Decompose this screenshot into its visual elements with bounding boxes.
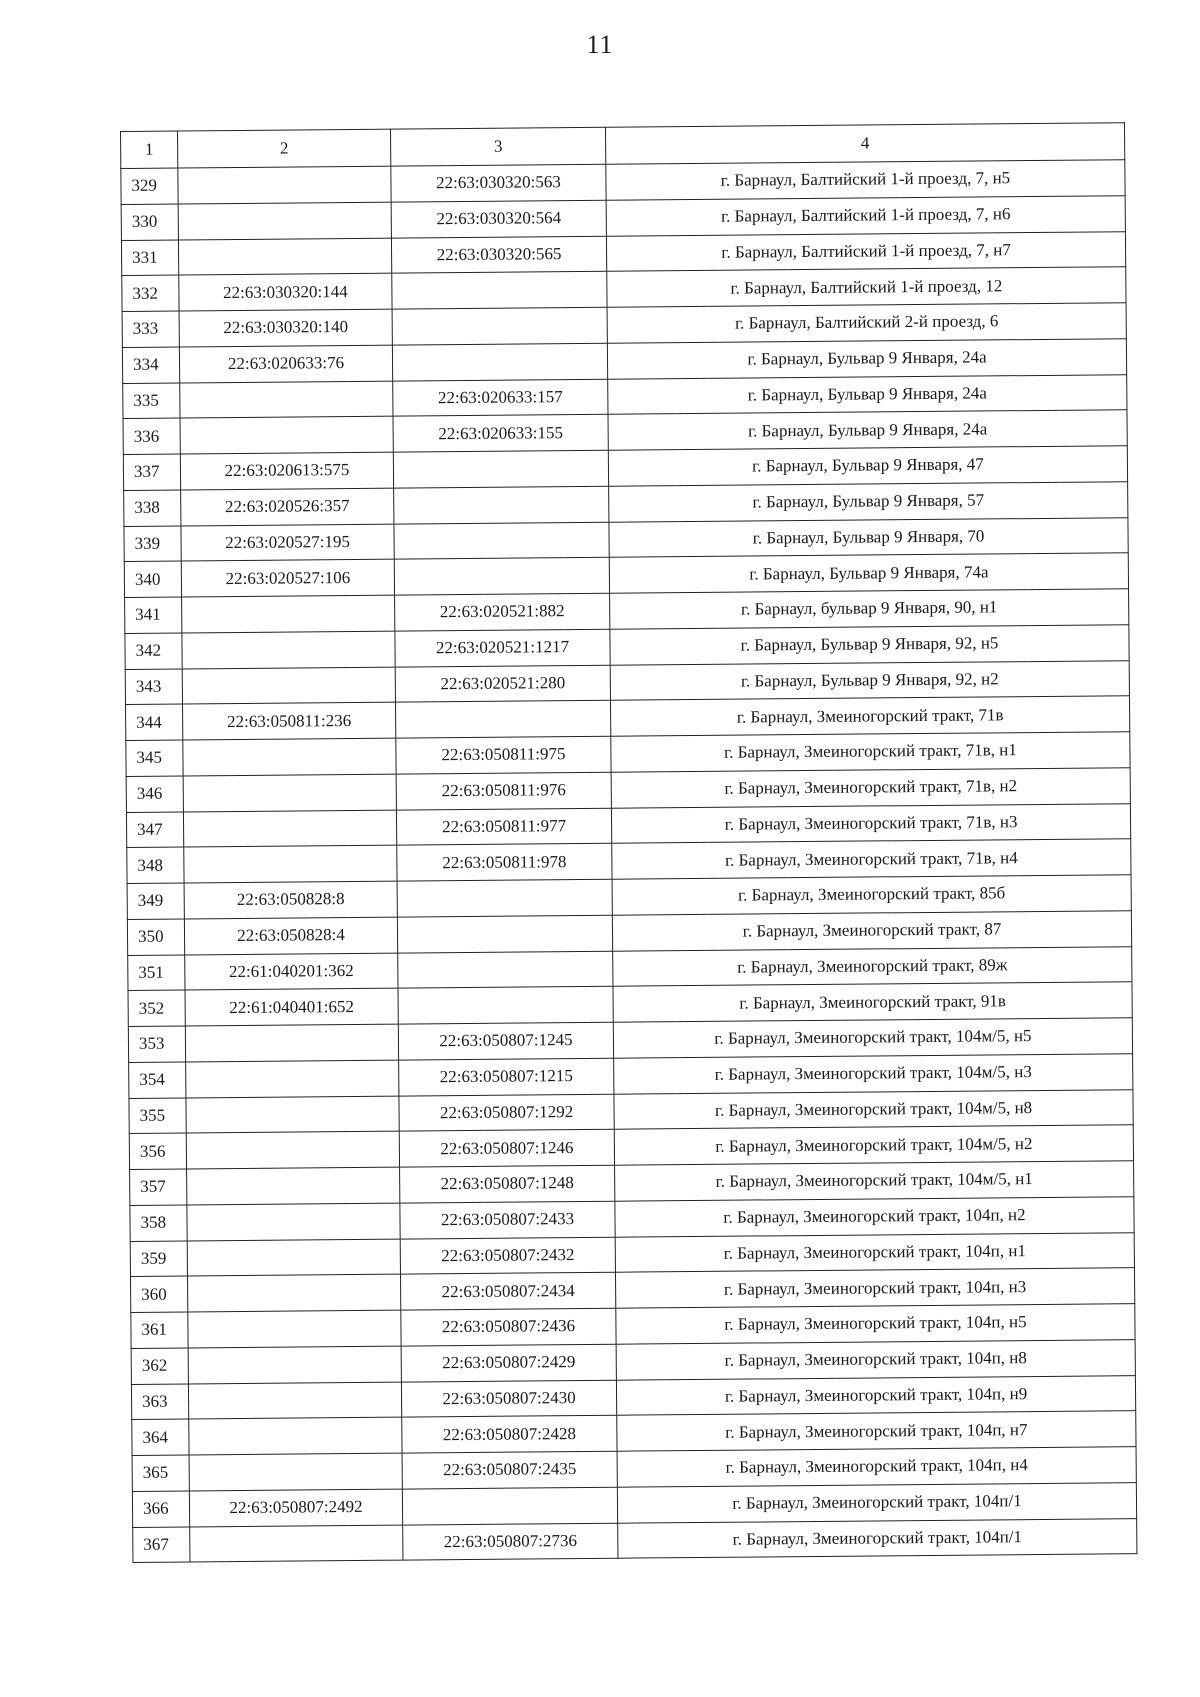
row-number: 334 <box>122 347 179 383</box>
land-cadastral-number: 22:61:040201:362 <box>185 953 398 991</box>
land-cadastral-number <box>182 595 395 633</box>
building-cadastral-number: 22:63:030320:564 <box>391 200 606 238</box>
address: г. Барнаул, Змеиногорский тракт, 71в, н3 <box>611 803 1130 843</box>
row-number: 333 <box>122 311 179 347</box>
land-cadastral-number <box>186 1131 399 1169</box>
building-cadastral-number: 22:63:050807:2428 <box>402 1415 617 1453</box>
building-cadastral-number: 22:63:050807:2736 <box>403 1523 618 1561</box>
building-cadastral-number: 22:63:050807:2436 <box>401 1308 616 1346</box>
row-number: 346 <box>126 776 183 812</box>
land-cadastral-number <box>184 845 397 883</box>
building-cadastral-number: 22:63:030320:563 <box>391 164 606 202</box>
address: г. Барнаул, Бульвар 9 Января, 57 <box>609 481 1128 521</box>
address: г. Барнаул, Змеиногорский тракт, 71в, н2 <box>611 767 1130 807</box>
row-number: 339 <box>124 525 181 561</box>
row-number: 357 <box>130 1169 187 1205</box>
column-header-2: 2 <box>178 129 391 168</box>
building-cadastral-number <box>398 986 613 1024</box>
building-cadastral-number <box>394 522 609 560</box>
building-cadastral-number <box>394 557 609 595</box>
building-cadastral-number <box>402 1487 617 1525</box>
address: г. Барнаул, Бульвар 9 Января, 24а <box>607 338 1126 378</box>
row-number: 363 <box>131 1383 188 1419</box>
column-header-1: 1 <box>121 131 178 168</box>
address: г. Барнаул, Змеиногорский тракт, 104п, н9 <box>616 1375 1135 1415</box>
building-cadastral-number <box>392 307 607 345</box>
building-cadastral-number: 22:63:050811:977 <box>396 808 611 846</box>
building-cadastral-number <box>392 343 607 381</box>
land-cadastral-number <box>183 738 396 776</box>
address: г. Барнаул, Змеиногорский тракт, 104п, н7 <box>617 1411 1136 1451</box>
land-cadastral-number <box>189 1453 402 1491</box>
address: г. Барнаул, Змеиногорский тракт, 104м/5, н8 <box>614 1089 1133 1129</box>
land-cadastral-number <box>183 774 396 812</box>
land-cadastral-number <box>178 166 391 204</box>
building-cadastral-number: 22:63:050807:1215 <box>399 1058 614 1096</box>
building-cadastral-number: 22:63:050811:978 <box>397 843 612 881</box>
address: г. Барнаул, Змеиногорский тракт, 104м/5, н1 <box>615 1161 1134 1201</box>
row-number: 347 <box>126 811 183 847</box>
land-cadastral-number <box>185 1024 398 1062</box>
row-number: 331 <box>121 239 178 275</box>
land-cadastral-number <box>187 1203 400 1241</box>
address: г. Барнаул, Змеиногорский тракт, 104п, н1 <box>615 1232 1134 1272</box>
building-cadastral-number: 22:63:050807:1292 <box>399 1094 614 1132</box>
property-table <box>120 122 1137 1563</box>
address: г. Барнаул, Змеиногорский тракт, 71в <box>610 696 1129 736</box>
row-number: 338 <box>124 490 181 526</box>
column-header-3: 3 <box>390 127 605 166</box>
row-number: 345 <box>126 740 183 776</box>
address: г. Барнаул, Змеиногорский тракт, 104м/5, н3 <box>614 1053 1133 1093</box>
land-cadastral-number <box>180 416 393 454</box>
row-number: 362 <box>131 1348 188 1384</box>
address: г. Барнаул, Змеиногорский тракт, 104п, н4 <box>617 1447 1136 1487</box>
row-number: 336 <box>123 418 180 454</box>
table-row <box>133 1518 1137 1563</box>
land-cadastral-number <box>180 381 393 419</box>
row-number: 340 <box>124 561 181 597</box>
land-cadastral-number <box>183 810 396 848</box>
building-cadastral-number: 22:63:050807:1248 <box>400 1165 615 1203</box>
address: г. Барнаул, Змеиногорский тракт, 104м/5, н5 <box>613 1018 1132 1058</box>
building-cadastral-number: 22:63:050811:975 <box>396 736 611 774</box>
address: г. Барнаул, Бульвар 9 Января, 70 <box>609 517 1128 557</box>
building-cadastral-number <box>398 951 613 989</box>
address: г. Барнаул, Змеиногорский тракт, 104п, н8 <box>616 1339 1135 1379</box>
building-cadastral-number: 22:63:020521:1217 <box>395 629 610 667</box>
land-cadastral-number <box>188 1310 401 1348</box>
row-number: 337 <box>123 454 180 490</box>
land-cadastral-number <box>178 238 391 276</box>
land-cadastral-number: 22:63:050811:236 <box>183 702 396 740</box>
row-number: 353 <box>128 1026 185 1062</box>
address: г. Барнаул, Змеиногорский тракт, 104п, н5 <box>616 1304 1135 1344</box>
address: г. Барнаул, Балтийский 1-й проезд, 7, н5 <box>606 160 1125 200</box>
land-cadastral-number <box>186 1096 399 1134</box>
row-number: 351 <box>128 954 185 990</box>
row-number: 341 <box>125 597 182 633</box>
table-body <box>121 160 1137 1563</box>
row-number: 344 <box>126 704 183 740</box>
land-cadastral-number: 22:63:020633:76 <box>179 345 392 383</box>
address: г. Барнаул, Змеиногорский тракт, 104п/1 <box>617 1482 1136 1522</box>
land-cadastral-number <box>178 202 391 240</box>
building-cadastral-number: 22:63:050811:976 <box>396 772 611 810</box>
address: г. Барнаул, Бульвар 9 Января, 24а <box>608 374 1127 414</box>
building-cadastral-number <box>397 915 612 953</box>
row-number: 329 <box>121 168 178 204</box>
address: г. Барнаул, Балтийский 1-й проезд, 7, н7 <box>606 231 1125 271</box>
land-cadastral-number: 22:63:030320:140 <box>179 309 392 347</box>
row-number: 364 <box>132 1419 189 1455</box>
page-number: 11 <box>586 30 614 59</box>
building-cadastral-number <box>393 450 608 488</box>
address: г. Барнаул, Бульвар 9 Января, 47 <box>608 446 1127 486</box>
building-cadastral-number: 22:63:050807:2435 <box>402 1451 617 1489</box>
land-cadastral-number: 22:63:030320:144 <box>179 273 392 311</box>
row-number: 332 <box>122 275 179 311</box>
building-cadastral-number: 22:63:050807:2432 <box>400 1237 615 1275</box>
building-cadastral-number <box>397 879 612 917</box>
address: г. Барнаул, Змеиногорский тракт, 104п/1 <box>618 1518 1137 1558</box>
row-number: 359 <box>130 1240 187 1276</box>
land-cadastral-number: 22:63:020527:195 <box>181 524 394 562</box>
building-cadastral-number: 22:63:050807:1246 <box>399 1129 614 1167</box>
address: г. Барнаул, Балтийский 2-й проезд, 6 <box>607 303 1126 343</box>
land-cadastral-number <box>187 1167 400 1205</box>
address: г. Барнаул, Бульвар 9 Января, 24а <box>608 410 1127 450</box>
row-number: 365 <box>132 1455 189 1491</box>
land-cadastral-number: 22:61:040401:652 <box>185 988 398 1026</box>
row-number: 330 <box>121 204 178 240</box>
address: г. Барнаул, Змеиногорский тракт, 71в, н1 <box>611 732 1130 772</box>
address: г. Барнаул, Бульвар 9 Января, 92, н2 <box>610 660 1129 700</box>
address: г. Барнаул, Бульвар 9 Января, 92, н5 <box>610 624 1129 664</box>
land-cadastral-number <box>187 1239 400 1277</box>
land-cadastral-number: 22:63:020526:357 <box>181 488 394 526</box>
address: г. Барнаул, Змеиногорский тракт, 89ж <box>613 946 1132 986</box>
address: г. Барнаул, Змеиногорский тракт, 104п, н3 <box>615 1268 1134 1308</box>
building-cadastral-number: 22:63:020633:155 <box>393 415 608 453</box>
address: г. Барнаул, Балтийский 1-й проезд, 7, н6 <box>606 195 1125 235</box>
building-cadastral-number <box>395 700 610 738</box>
building-cadastral-number: 22:63:050807:2434 <box>400 1272 615 1310</box>
row-number: 361 <box>131 1312 188 1348</box>
row-number: 354 <box>129 1062 186 1098</box>
land-cadastral-number <box>182 667 395 705</box>
row-number: 348 <box>127 847 184 883</box>
row-number: 360 <box>130 1276 187 1312</box>
row-number: 349 <box>127 883 184 919</box>
column-header-4: 4 <box>605 123 1124 165</box>
building-cadastral-number: 22:63:030320:565 <box>391 236 606 274</box>
row-number: 350 <box>127 919 184 955</box>
building-cadastral-number: 22:63:050807:2429 <box>401 1344 616 1382</box>
building-cadastral-number <box>392 272 607 310</box>
land-cadastral-number: 22:63:050828:4 <box>184 917 397 955</box>
row-number: 355 <box>129 1097 186 1133</box>
building-cadastral-number <box>394 486 609 524</box>
row-number: 366 <box>132 1491 189 1527</box>
building-cadastral-number: 22:63:050807:1245 <box>398 1022 613 1060</box>
row-number: 358 <box>130 1205 187 1241</box>
address: г. Барнаул, Змеиногорский тракт, 71в, н4 <box>612 839 1131 879</box>
building-cadastral-number: 22:63:020521:882 <box>395 593 610 631</box>
building-cadastral-number: 22:63:050807:2430 <box>401 1380 616 1418</box>
address: г. Барнаул, бульвар 9 Января, 90, н1 <box>610 589 1129 629</box>
land-cadastral-number <box>190 1525 403 1563</box>
address: г. Барнаул, Змеиногорский тракт, 104п, н2 <box>615 1196 1134 1236</box>
land-cadastral-number <box>187 1274 400 1312</box>
building-cadastral-number: 22:63:020633:157 <box>393 379 608 417</box>
land-cadastral-number: 22:63:050828:8 <box>184 881 397 919</box>
address: г. Барнаул, Змеиногорский тракт, 87 <box>612 910 1131 950</box>
row-number: 352 <box>128 990 185 1026</box>
land-cadastral-number: 22:63:020613:575 <box>180 452 393 490</box>
land-cadastral-number <box>186 1060 399 1098</box>
address: г. Барнаул, Бульвар 9 Января, 74а <box>609 553 1128 593</box>
land-cadastral-number: 22:63:020527:106 <box>181 559 394 597</box>
address: г. Барнаул, Балтийский 1-й проезд, 12 <box>607 267 1126 307</box>
address: г. Барнаул, Змеиногорский тракт, 91в <box>613 982 1132 1022</box>
building-cadastral-number: 22:63:050807:2433 <box>400 1201 615 1239</box>
address: г. Барнаул, Змеиногорский тракт, 104м/5, н2 <box>614 1125 1133 1165</box>
land-cadastral-number <box>188 1382 401 1420</box>
building-cadastral-number: 22:63:020521:280 <box>395 665 610 703</box>
row-number: 335 <box>123 382 180 418</box>
land-cadastral-number <box>182 631 395 669</box>
row-number: 367 <box>133 1526 190 1562</box>
row-number: 343 <box>125 668 182 704</box>
land-cadastral-number <box>189 1417 402 1455</box>
row-number: 342 <box>125 633 182 669</box>
address: г. Барнаул, Змеиногорский тракт, 85б <box>612 875 1131 915</box>
land-cadastral-number <box>188 1346 401 1384</box>
row-number: 356 <box>129 1133 186 1169</box>
land-cadastral-number: 22:63:050807:2492 <box>189 1489 402 1527</box>
